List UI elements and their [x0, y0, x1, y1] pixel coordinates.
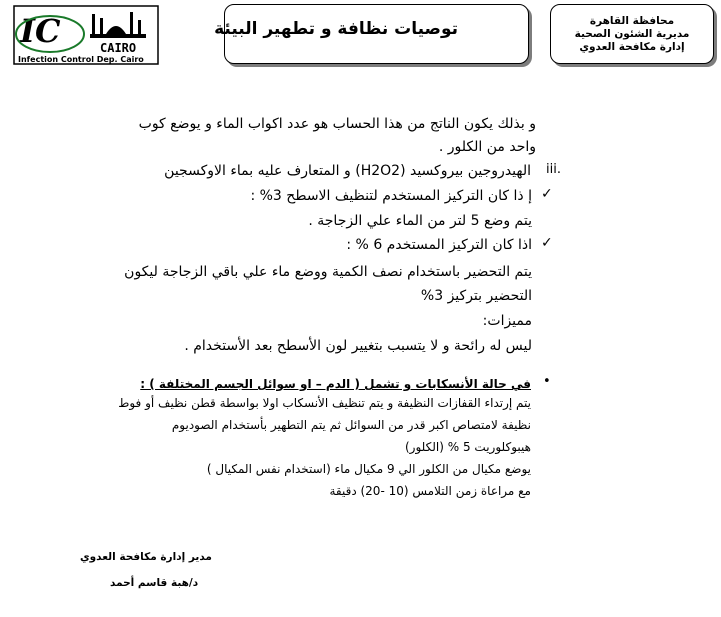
signature-name: د/هبة قاسم أحمد — [110, 577, 199, 589]
concentration-3-heading: إ ذا كان التركيز المستخدم لتنظيف الاسطح 3% : — [250, 188, 532, 204]
infection-control-logo — [12, 4, 160, 66]
hydrogen-peroxide-heading: الهيدروجين بيروكسيد (H2O2) و المتعارف عليه بماء الاوكسجين — [164, 163, 531, 179]
paragraph-line: يتم وضع 5 لتر من الماء علي الزجاجة . — [308, 213, 532, 229]
paragraph-line: يوضع مكيال من الكلور الي 9 مكيال ماء (استخدام نفس المكيال ) — [206, 462, 531, 476]
spill-heading: في حالة الأنسكابات و تشمل ( الدم – او سوائل الجسم المختلفة ) : — [140, 377, 531, 391]
checkmark-icon: ✓ — [541, 186, 553, 202]
paragraph-line: التحضير بتركيز 3% — [420, 288, 532, 304]
organization-box — [550, 4, 714, 64]
org-directorate: مديرية الشئون الصحية — [574, 28, 690, 40]
paragraph-line: و بذلك يكون الناتج من هذا الحساب هو عدد اكواب الماء و يوضع كوب — [138, 116, 536, 132]
paragraph-line: نظيفة لامتصاص اكبر قدر من السوائل ثم يتم التطهير بأستخدام الصوديوم — [171, 418, 531, 432]
logo-graphic — [12, 4, 160, 66]
roman-numeral-marker: iii. — [546, 162, 561, 177]
org-department: إدارة مكافحة العدوي — [579, 41, 685, 53]
logo-ic-text: IC — [20, 12, 61, 50]
org-governorate: محافظة القاهرة — [589, 15, 675, 27]
logo-caption: Infection Control Dep. Cairo — [18, 55, 144, 64]
title-box — [214, 4, 529, 64]
paragraph-line: مع مراعاة زمن التلامس (10 -20) دقيقة — [329, 484, 531, 498]
bullet-icon: • — [543, 374, 551, 389]
paragraph-line: يتم إرتداء القفازات النظيفة و يتم تنظيف الأنسكاب اولا بواسطة قطن نظيف أو فوط — [118, 396, 531, 410]
advantages-label: مميزات: — [482, 313, 532, 329]
checkmark-icon: ✓ — [541, 235, 553, 251]
paragraph-line: هيبوكلوريت 5 % (الكلور) — [404, 440, 531, 454]
paragraph-line: يتم التحضير باستخدام نصف الكمية ووضع ماء علي باقي الزجاجة ليكون — [124, 264, 532, 280]
logo-cairo-text: CAIRO — [100, 41, 137, 55]
concentration-6-heading: اذا كان التركيز المستخدم 6 % : — [346, 237, 532, 253]
paragraph-line: ليس له رائحة و لا يتسبب بتغيير لون الأسطح بعد الأستخدام . — [184, 338, 532, 354]
paragraph-line: واحد من الكلور . — [438, 139, 536, 155]
page-title: توصيات نظافة و تطهير البيئة — [214, 19, 458, 39]
signature-role: مدير إدارة مكافحة العدوي — [80, 551, 212, 563]
